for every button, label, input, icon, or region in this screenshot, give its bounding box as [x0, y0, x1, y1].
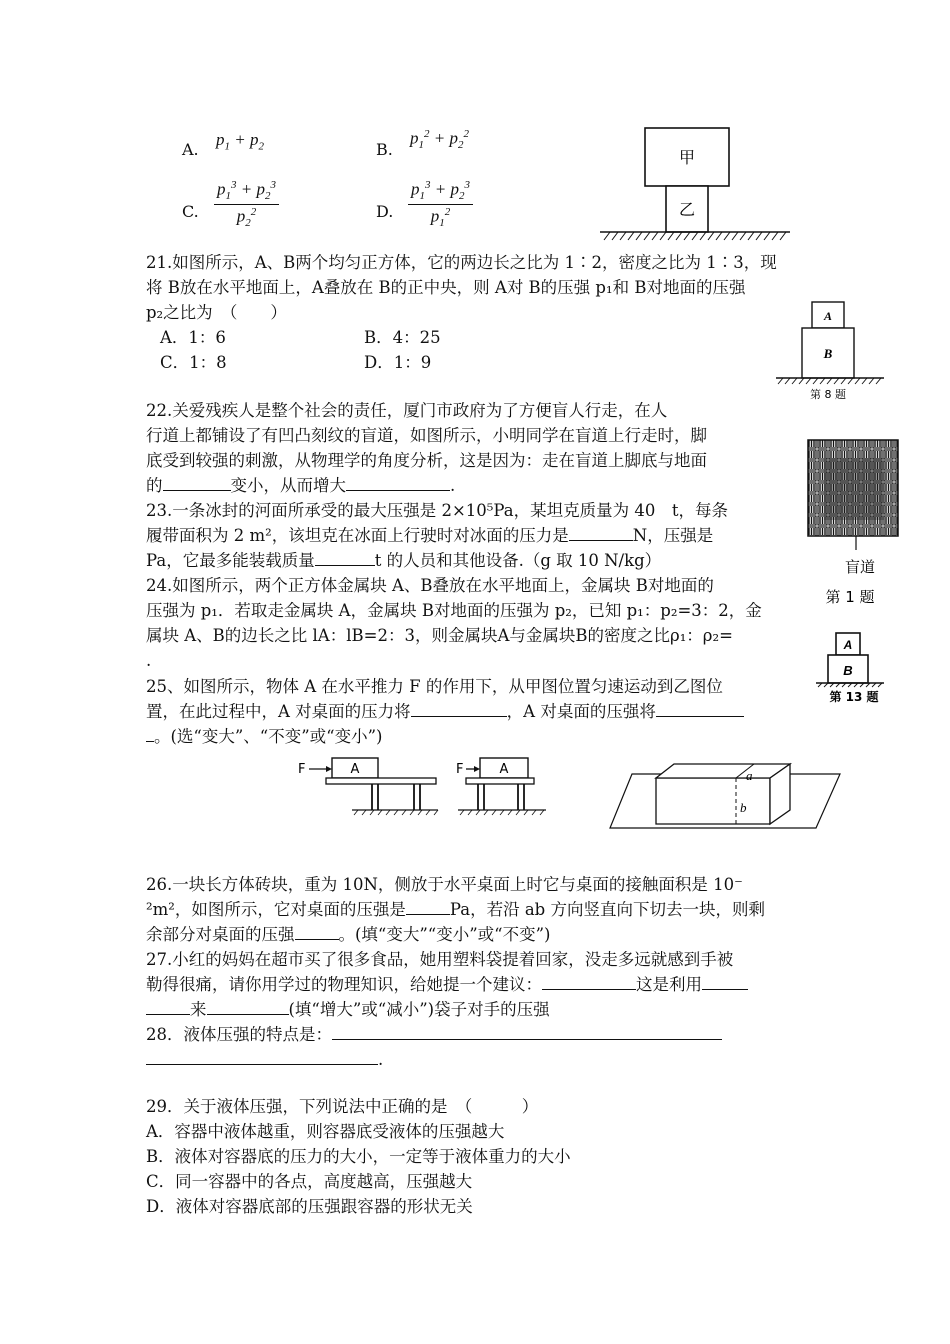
answer-blank[interactable]	[656, 700, 744, 717]
brick-top	[656, 764, 790, 778]
answer-blank[interactable]	[146, 998, 190, 1015]
blind-road-shade	[824, 458, 884, 520]
answer-blank[interactable]	[332, 1023, 722, 1040]
force-arrowhead	[326, 766, 332, 772]
q21-option-c: C．1：8	[160, 353, 227, 372]
answer-blank[interactable]	[295, 923, 339, 940]
q21-line2: 将 B放在水平地面上，A叠放在 B的正中央，则 A对 B的压强 p₁和 B对地面的压强	[146, 278, 746, 297]
label-b: b	[740, 800, 747, 815]
figure-caption: 第 1 题	[825, 588, 875, 606]
label-b: B	[843, 663, 853, 678]
answer-blank[interactable]	[146, 725, 154, 742]
q23-line3: Pa，它最多能装载质量 t 的人员和其他设备.（g 取 10 N/kg）	[146, 551, 662, 570]
block-label: A	[350, 762, 360, 777]
option-a-label: A.	[182, 140, 199, 159]
q23-line2: 履带面积为 2 m²，该坦克在冰面上行驶时对冰面的压力是 N，压强是	[146, 526, 714, 545]
figure-ab-13	[814, 630, 906, 704]
option-c-label: C.	[182, 202, 199, 221]
force-label: F	[456, 762, 464, 777]
q24-line1: 24.如图所示，两个正方体金属块 A、B叠放在水平地面上，金属块 B对地面的	[146, 576, 714, 595]
q29-option-a: A．容器中液体越重，则容器底受液体的压强越大	[146, 1122, 505, 1141]
q29-option-b: B．液体对容器底的压力的大小，一定等于液体重力的大小	[146, 1147, 571, 1166]
ground-hatch	[778, 378, 881, 384]
option-d-expression: $\frac{p_1^3 + p_2^3}{p_1^2}$	[408, 180, 473, 229]
table-jia	[298, 758, 438, 815]
q21-option-b: B．4：25	[364, 328, 441, 347]
q26-line1: 26.一块长方体砖块，重为 10N，侧放于水平桌面上时它与桌面的接触面积是 10⁻	[146, 875, 743, 894]
label-jia: 甲	[678, 148, 696, 167]
option-c-expression: $\frac{p_1^3 + p_2^3}{p_2^2}$	[214, 180, 279, 229]
q25-line1: 25、如图所示，物体 A 在水平推力 F 的作用下，从甲图位置匀速运动到乙图位	[146, 677, 723, 696]
block-label: A	[499, 762, 509, 777]
option-a-expression: $p_1 + p_2$	[216, 130, 264, 153]
ground-hatch	[604, 232, 786, 240]
q27-line2: 勒得很痛，请你用学过的物理知识，给她提一个建议： 这是利用	[146, 972, 748, 997]
label-a: A	[843, 638, 853, 652]
figure-push-tables	[296, 752, 554, 818]
q26-line2: ²m²，如图所示，它对桌面的压强是 Pa，若沿 ab 方向竖直向下切去一块，则剩	[146, 900, 765, 919]
blind-road-label: 盲道	[844, 558, 876, 576]
q25-line3: 。(选“变大”、“不变”或“变小”)	[146, 724, 383, 749]
table-top	[326, 778, 436, 784]
figure-ab-8	[772, 298, 890, 404]
force-label: F	[298, 762, 306, 777]
q21-option-d: D．1：9	[364, 353, 432, 372]
force-arrowhead	[474, 766, 480, 772]
answer-blank[interactable]	[346, 474, 450, 491]
label-yi: 乙	[678, 200, 696, 219]
q25-line2: 置，在此过程中，A 对桌面的压力将 ，A 对桌面的压强将	[146, 699, 744, 724]
q22-line4: 的 变小，从而增大 .	[146, 476, 456, 495]
q26-line3: 余部分对桌面的压强 。(填“变大”“变小”或“不变”)	[146, 925, 551, 944]
q22-line3: 底受到较强的刺激，从物理学的角度分析，这是因为：走在盲道上脚底与地面	[146, 451, 707, 470]
figure-caption: 第 8 题	[810, 388, 846, 401]
option-b-label: B.	[376, 140, 393, 159]
q24-line2: 压强为 p₁．若取走金属块 A，金属块 B对地面的压强为 p₂，已知 p₁：p₂=3：2，金	[146, 601, 762, 620]
q21-line1: 21.如图所示，A、B两个均匀正方体，它的两边长之比为 1∶2，密度之比为 1∶3，现	[146, 253, 777, 272]
q21-line3: p₂之比为 （ ）	[146, 303, 287, 322]
answer-blank[interactable]	[702, 973, 748, 990]
q24-line3: 属块 A、B的边长之比 lA：lB=2：3，则金属块A与金属块B的密度之比ρ₁：ρ₂=	[146, 626, 733, 645]
q27-line3: 来 (填“增大”或“减小”)袋子对手的压强	[146, 997, 550, 1022]
q28-line2: .	[146, 1047, 383, 1072]
label-a: a	[746, 768, 753, 783]
q23-line1: 23.一条冰封的河面所承受的最大压强是 2×10⁵Pa，某坦克质量为 40 t，每条	[146, 501, 728, 520]
answer-blank[interactable]	[542, 973, 636, 990]
option-b-expression: $p_1^2 + p_2^2$	[410, 128, 469, 152]
figure-jia-yi	[600, 120, 792, 245]
q22-line2: 行道上都铺设了有凹凸刻纹的盲道，如图所示，小明同学在盲道上行走时，脚	[146, 426, 707, 445]
q21-option-a: A．1：6	[160, 328, 226, 347]
q29-option-c: C．同一容器中的各点，高度越高，压强越大	[146, 1172, 473, 1191]
q27-line1: 27.小红的妈妈在超市买了很多食品，她用塑料袋提着回家，没走多远就感到手被	[146, 950, 734, 969]
table-top	[466, 778, 534, 784]
q29-option-d: D．液体对容器底部的压强跟容器的形状无关	[146, 1197, 473, 1216]
q28-line1: 28．液体压强的特点是：	[146, 1022, 722, 1047]
figure-blind-road	[806, 438, 902, 610]
label-b: B	[823, 346, 833, 361]
answer-blank[interactable]	[163, 474, 231, 491]
option-d-label: D.	[376, 202, 394, 221]
answer-blank[interactable]	[146, 1048, 378, 1065]
answer-blank[interactable]	[207, 998, 289, 1015]
answer-blank[interactable]	[406, 898, 450, 915]
q29-stem: 29．关于液体压强，下列说法中正确的是 （ ）	[146, 1097, 539, 1116]
answer-blank[interactable]	[569, 524, 633, 541]
table-yi	[456, 758, 546, 815]
q22-line1: 22.关爱残疾人是整个社会的责任，厦门市政府为了方便盲人行走，在人	[146, 401, 668, 420]
answer-blank[interactable]	[315, 549, 375, 566]
q24-line4: .	[146, 651, 152, 670]
brick-front	[656, 778, 770, 824]
figure-caption: 第 13 题	[829, 690, 879, 704]
label-a: A	[823, 309, 833, 323]
figure-brick	[608, 760, 842, 832]
answer-blank[interactable]	[411, 700, 507, 717]
